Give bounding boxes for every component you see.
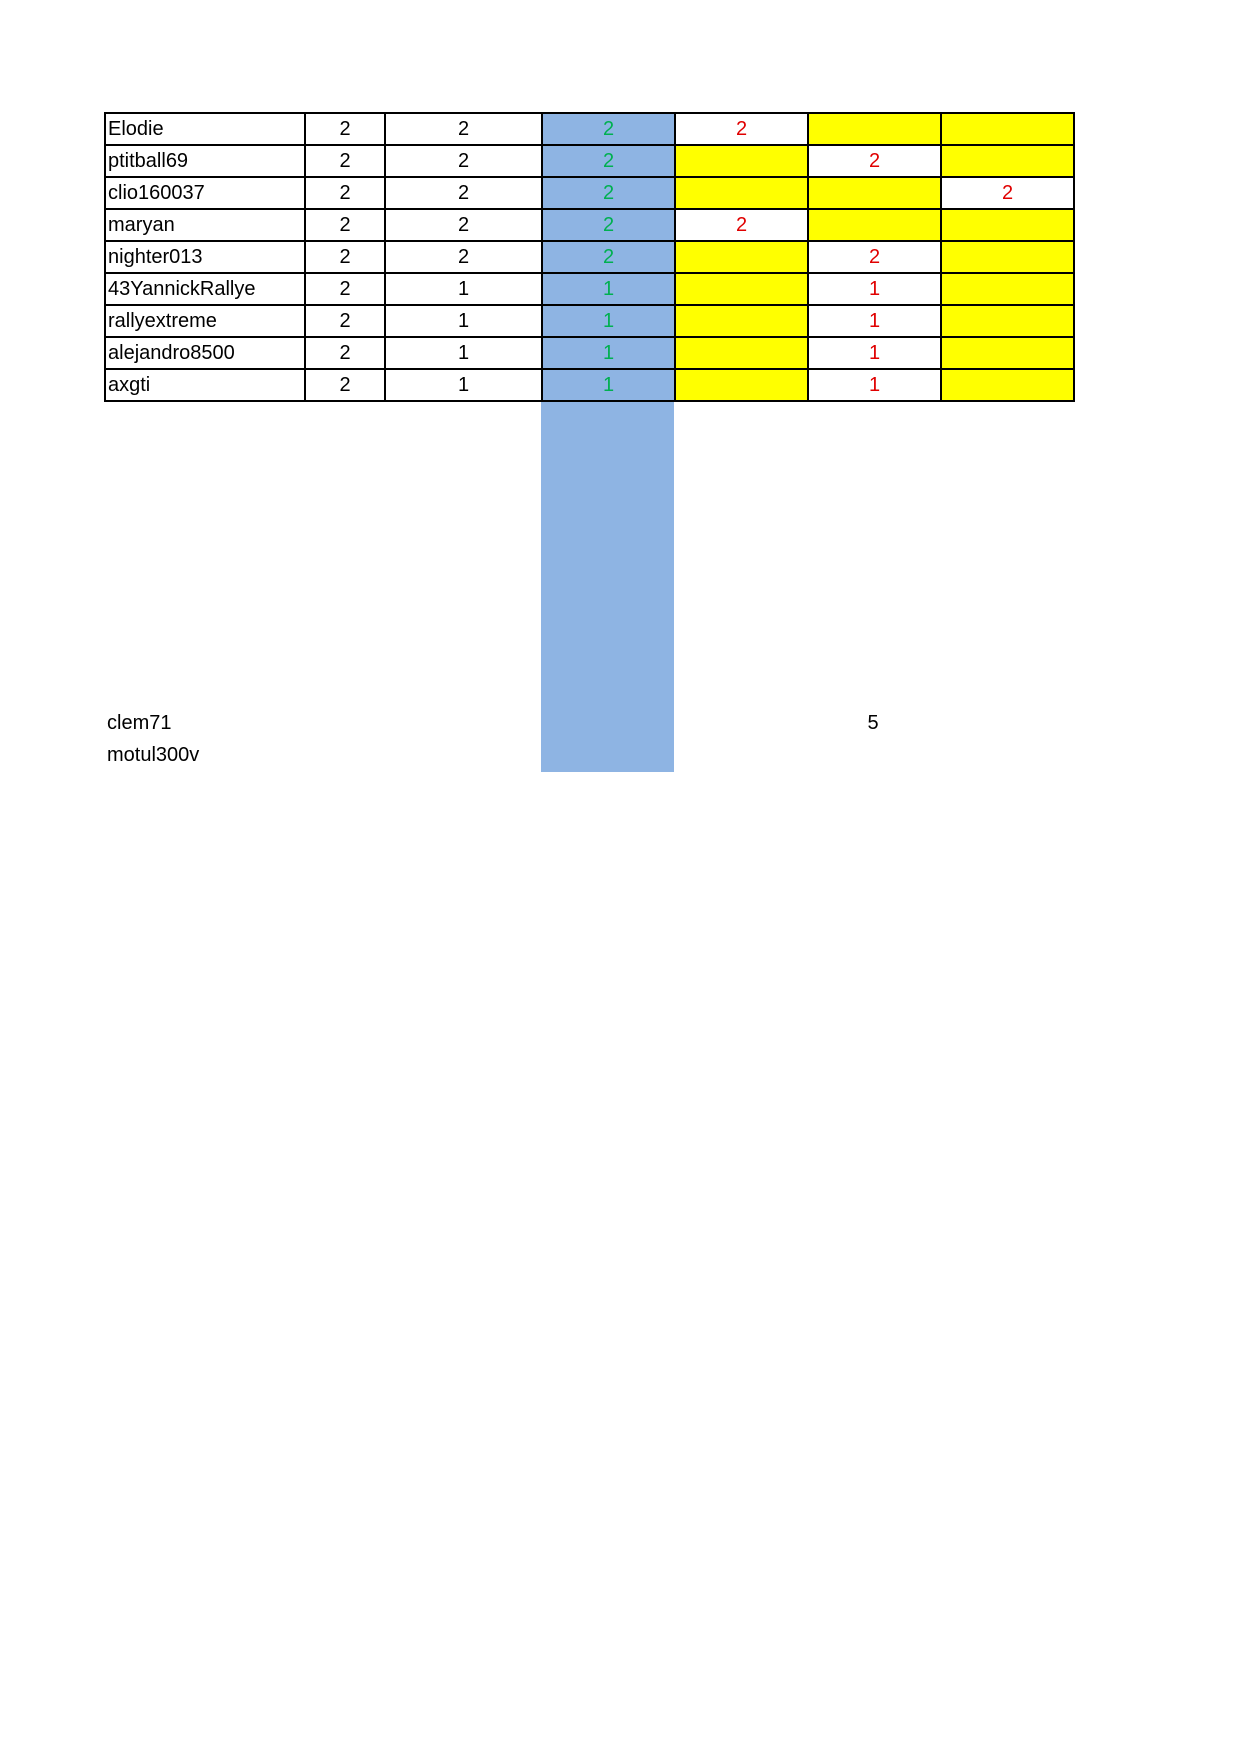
player-name-cell[interactable]: Elodie xyxy=(105,113,305,145)
score-cell[interactable]: 2 xyxy=(305,113,385,145)
result-cell[interactable]: 2 xyxy=(808,145,941,177)
score-cell[interactable]: 2 xyxy=(305,145,385,177)
score-cell[interactable]: 2 xyxy=(305,273,385,305)
result-cell[interactable] xyxy=(941,273,1074,305)
table-row xyxy=(105,177,1074,209)
extra-name-cell[interactable]: motul300v xyxy=(107,744,200,766)
highlighted-score-cell[interactable]: 1 xyxy=(542,369,675,401)
score-cell[interactable]: 2 xyxy=(305,241,385,273)
score-cell[interactable]: 2 xyxy=(305,305,385,337)
highlighted-score-cell[interactable]: 2 xyxy=(542,241,675,273)
score-cell[interactable]: 2 xyxy=(385,209,542,241)
result-cell[interactable] xyxy=(941,145,1074,177)
table-row xyxy=(105,241,1074,273)
player-name-cell[interactable]: maryan xyxy=(105,209,305,241)
result-cell[interactable]: 2 xyxy=(808,241,941,273)
result-cell[interactable] xyxy=(941,113,1074,145)
extra-value-cell[interactable]: 5 xyxy=(867,712,879,734)
score-cell[interactable]: 1 xyxy=(385,305,542,337)
player-name-cell[interactable]: alejandro8500 xyxy=(105,337,305,369)
score-cell[interactable]: 2 xyxy=(305,209,385,241)
result-cell[interactable] xyxy=(808,177,941,209)
result-cell[interactable] xyxy=(675,145,808,177)
result-cell[interactable] xyxy=(675,273,808,305)
result-cell[interactable] xyxy=(675,177,808,209)
result-cell[interactable]: 1 xyxy=(808,369,941,401)
highlighted-score-cell[interactable]: 1 xyxy=(542,273,675,305)
result-cell[interactable]: 2 xyxy=(941,177,1074,209)
score-cell[interactable]: 1 xyxy=(385,273,542,305)
score-cell[interactable]: 2 xyxy=(385,177,542,209)
result-cell[interactable] xyxy=(675,337,808,369)
score-cell[interactable]: 2 xyxy=(305,337,385,369)
scores-table xyxy=(104,112,1075,402)
extra-name-cell[interactable]: clem71 xyxy=(107,712,172,734)
result-cell[interactable] xyxy=(941,305,1074,337)
result-cell[interactable] xyxy=(941,241,1074,273)
highlighted-score-cell[interactable]: 1 xyxy=(542,337,675,369)
highlighted-score-cell[interactable]: 2 xyxy=(542,177,675,209)
result-cell[interactable]: 1 xyxy=(808,273,941,305)
score-cell[interactable]: 2 xyxy=(305,369,385,401)
result-cell[interactable] xyxy=(808,113,941,145)
player-name-cell[interactable]: ptitball69 xyxy=(105,145,305,177)
score-cell[interactable]: 2 xyxy=(385,241,542,273)
result-cell[interactable] xyxy=(941,337,1074,369)
score-cell[interactable]: 2 xyxy=(385,145,542,177)
scores-table-body xyxy=(105,113,1074,401)
result-cell[interactable] xyxy=(808,209,941,241)
highlighted-score-cell[interactable]: 1 xyxy=(542,305,675,337)
result-cell[interactable] xyxy=(675,241,808,273)
player-name-cell[interactable]: nighter013 xyxy=(105,241,305,273)
result-cell[interactable] xyxy=(675,369,808,401)
score-cell[interactable]: 2 xyxy=(305,177,385,209)
table-row xyxy=(105,113,1074,145)
table-row xyxy=(105,209,1074,241)
table-row xyxy=(105,145,1074,177)
result-cell[interactable] xyxy=(941,369,1074,401)
table-row xyxy=(105,337,1074,369)
result-cell[interactable]: 1 xyxy=(808,305,941,337)
highlighted-score-cell[interactable]: 2 xyxy=(542,145,675,177)
table-row xyxy=(105,273,1074,305)
result-cell[interactable]: 2 xyxy=(675,113,808,145)
player-name-cell[interactable]: 43YannickRallye xyxy=(105,273,305,305)
highlighted-score-cell[interactable]: 2 xyxy=(542,113,675,145)
highlighted-score-cell[interactable]: 2 xyxy=(542,209,675,241)
score-cell[interactable]: 1 xyxy=(385,337,542,369)
score-cell[interactable]: 2 xyxy=(385,113,542,145)
result-cell[interactable]: 2 xyxy=(675,209,808,241)
result-cell[interactable] xyxy=(675,305,808,337)
player-name-cell[interactable]: clio160037 xyxy=(105,177,305,209)
table-row xyxy=(105,369,1074,401)
result-cell[interactable] xyxy=(941,209,1074,241)
table-row xyxy=(105,305,1074,337)
score-cell[interactable]: 1 xyxy=(385,369,542,401)
player-name-cell[interactable]: axgti xyxy=(105,369,305,401)
result-cell[interactable]: 1 xyxy=(808,337,941,369)
player-name-cell[interactable]: rallyextreme xyxy=(105,305,305,337)
